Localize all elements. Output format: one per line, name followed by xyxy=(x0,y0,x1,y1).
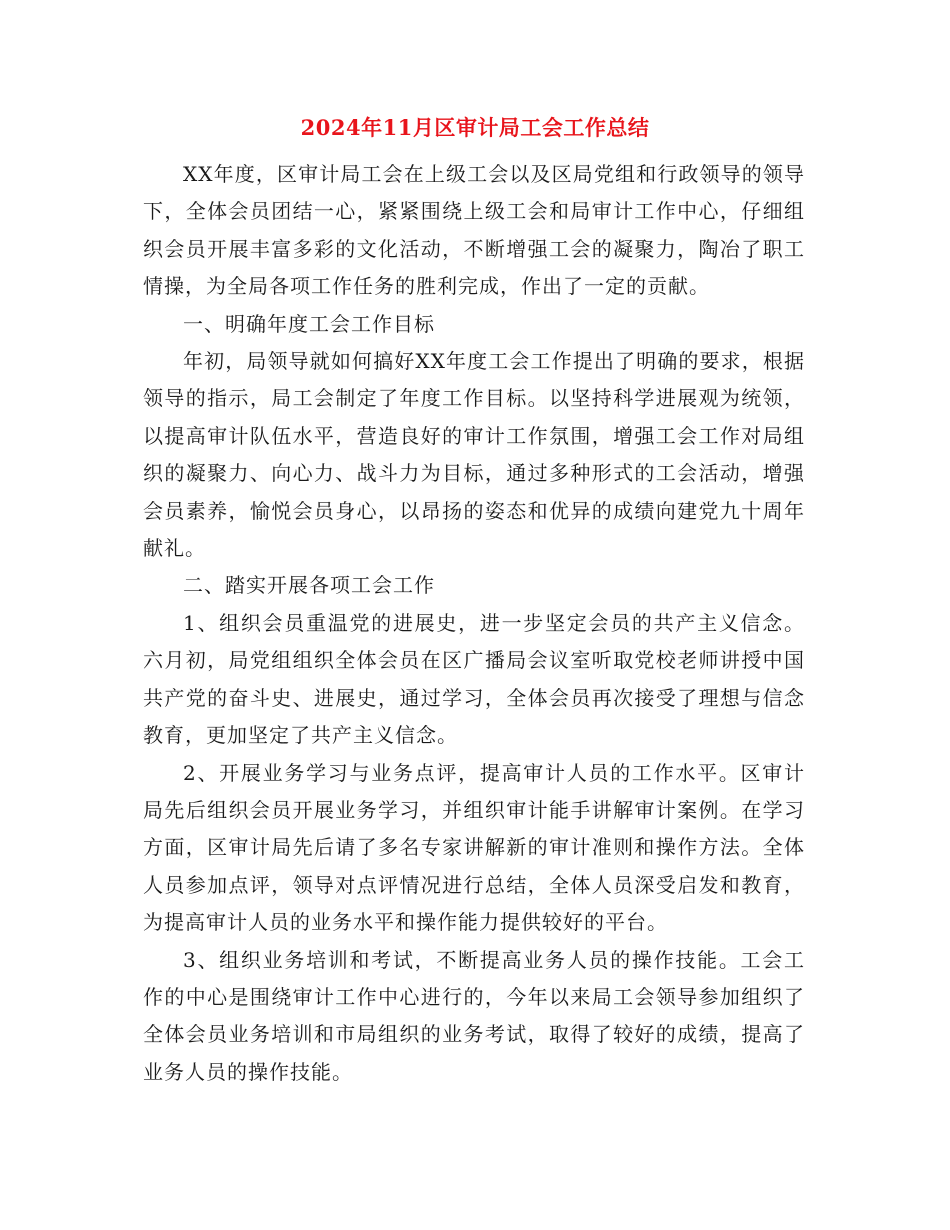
section-heading-2: 二、踏实开展各项工会工作 xyxy=(183,573,435,598)
paragraph-item-2: 2、开展业务学习与业务点评，提高审计人员的工作水平。区审计局先后组织会员开展业务学习，并组织审计能手讲解审计案例。在学习方面，区审计局先后请了多名专家讲解新的审计准则和操作方法。全体人员参加点评，领导对点评情况进行总结，全体人员深受启发和教育，为提高审计人员的业务水平和操作能力提供较好的平台。 xyxy=(143,760,805,935)
paragraph-item-3: 3、组织业务培训和考试，不断提高业务人员的操作技能。工会工作的中心是围绕审计工作中心进行的，今年以来局工会领导参加组织了全体会员业务培训和市局组织的业务考试，取得了较好的成绩，提高了业务人员的操作技能。 xyxy=(143,947,805,1084)
document-body xyxy=(143,156,805,1091)
section-heading-1: 一、明确年度工会工作目标 xyxy=(183,311,435,336)
paragraph-intro: XX年度，区审计局工会在上级工会以及区局党组和行政领导的领导下，全体会员团结一心，紧紧围绕上级工会和局审计工作中心，仔细组织会员开展丰富多彩的文化活动，不断增强工会的凝聚力，陶冶了职工情操，为全局各项工作任务的胜利完成，作出了一定的贡献。 xyxy=(143,162,805,299)
paragraph-goals: 年初，局领导就如何搞好XX年度工会工作提出了明确的要求，根据领导的指示，局工会制定了年度工作目标。以坚持科学进展观为统领，以提高审计队伍水平，营造良好的审计工作氛围，增强工会工作对局组织的凝聚力、向心力、战斗力为目标，通过多种形式的工会活动，增强会员素养，愉悦会员身心，以昂扬的姿态和优异的成绩向建党九十周年献礼。 xyxy=(143,349,805,561)
paragraph-item-1: 1、组织会员重温党的进展史，进一步坚定会员的共产主义信念。六月初，局党组组织全体会员在区广播局会议室听取党校老师讲授中国共产党的奋斗史、进展史，通过学习，全体会员再次接受了理想与信念教育，更加坚定了共产主义信念。 xyxy=(143,610,805,748)
document-title: 2024年11月区审计局工会工作总结 xyxy=(300,115,650,140)
